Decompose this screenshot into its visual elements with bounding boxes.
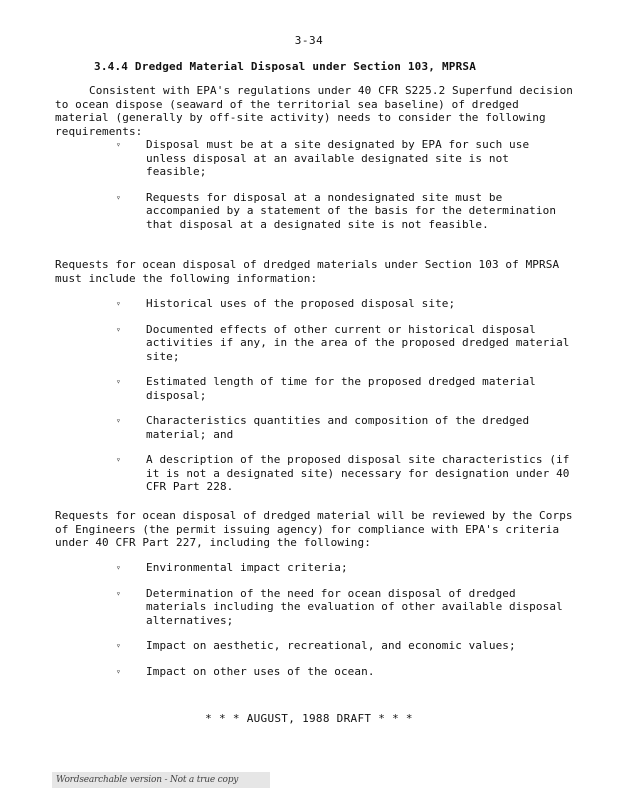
bullet-icon: ▿ bbox=[116, 140, 121, 149]
bullet-icon: ▿ bbox=[116, 377, 121, 386]
page-number: 3-34 bbox=[294, 34, 324, 47]
information-list bbox=[116, 297, 576, 494]
list-item-text: Estimated length of time for the proposed dredged material disposal; bbox=[146, 375, 536, 402]
section-heading: 3.4.4 Dredged Material Disposal under Section 103, MPRSA bbox=[94, 60, 477, 73]
review-list bbox=[116, 561, 576, 678]
list-item bbox=[116, 375, 576, 402]
bullet-icon: ▿ bbox=[116, 588, 121, 598]
bullet-icon: ▿ bbox=[116, 666, 121, 676]
list-item bbox=[116, 587, 576, 628]
list-item bbox=[116, 297, 576, 311]
review-paragraph: Requests for ocean disposal of dredged material will be reviewed by the Corps of Engineers (the permit issuing agency) for compliance with EPA's criteria under 40 CFR Part 227, including the following: bbox=[55, 509, 573, 549]
list-item-text: Requests for disposal at a nondesignated site must be accompanied by a statement of the basis for the determination that disposal at a designated site is not feasible. bbox=[146, 190, 557, 231]
list-item-text: Impact on aesthetic, recreational, and economic values; bbox=[146, 639, 516, 652]
requirements-list bbox=[116, 138, 576, 231]
bullet-icon: ▿ bbox=[116, 455, 121, 464]
list-item bbox=[116, 453, 576, 494]
list-item-text: Determination of the need for ocean disposal of dredged materials including the evaluation of other available disposal alternatives; bbox=[146, 586, 563, 627]
list-item bbox=[116, 191, 576, 232]
requests-paragraph: Requests for ocean disposal of dredged materials under Section 103 of MPRSA must include the following information: bbox=[55, 258, 560, 285]
list-item-text: Impact on other uses of the ocean. bbox=[146, 664, 375, 678]
list-item bbox=[116, 323, 576, 364]
list-item bbox=[116, 639, 576, 653]
list-item-text: Characteristics quantities and composition of the dredged material; and bbox=[146, 414, 530, 441]
list-item-text: Documented effects of other current or historical disposal activities if any, in the area of the proposed dredged material site; bbox=[146, 322, 570, 363]
draft-footer: * * * AUGUST, 1988 DRAFT * * * bbox=[205, 712, 413, 725]
list-item bbox=[116, 414, 576, 441]
list-item bbox=[116, 561, 576, 575]
bullet-icon: ▿ bbox=[116, 324, 121, 334]
bullet-icon: ▿ bbox=[116, 299, 121, 308]
watermark-stamp: Wordsearchable version - Not a true copy bbox=[52, 772, 270, 788]
list-item-text: Disposal must be at a site designated by EPA for such use unless disposal at an available designated site is not feasible; bbox=[146, 138, 530, 178]
list-item bbox=[116, 138, 576, 179]
list-item-text: A description of the proposed disposal site characteristics (if it is not a designated site) necessary for designation under 40 CFR Part 228. bbox=[146, 453, 570, 493]
bullet-icon: ▿ bbox=[116, 416, 121, 425]
intro-paragraph bbox=[55, 84, 575, 138]
list-item-text: Historical uses of the proposed disposal site; bbox=[146, 297, 456, 310]
bullet-icon: ▿ bbox=[116, 641, 121, 650]
list-item bbox=[116, 665, 576, 679]
list-item-text: Environmental impact criteria; bbox=[146, 561, 348, 574]
intro-paragraph-text: Consistent with EPA's regulations under 40 CFR S225.2 Superfund decision to ocean dispose (seaward of the territorial sea baseline) of dredged material (generally by off-site activity) needs to consider the following requirements: bbox=[55, 84, 574, 138]
bullet-icon: ▿ bbox=[116, 192, 121, 202]
bullet-icon: ▿ bbox=[116, 563, 121, 572]
